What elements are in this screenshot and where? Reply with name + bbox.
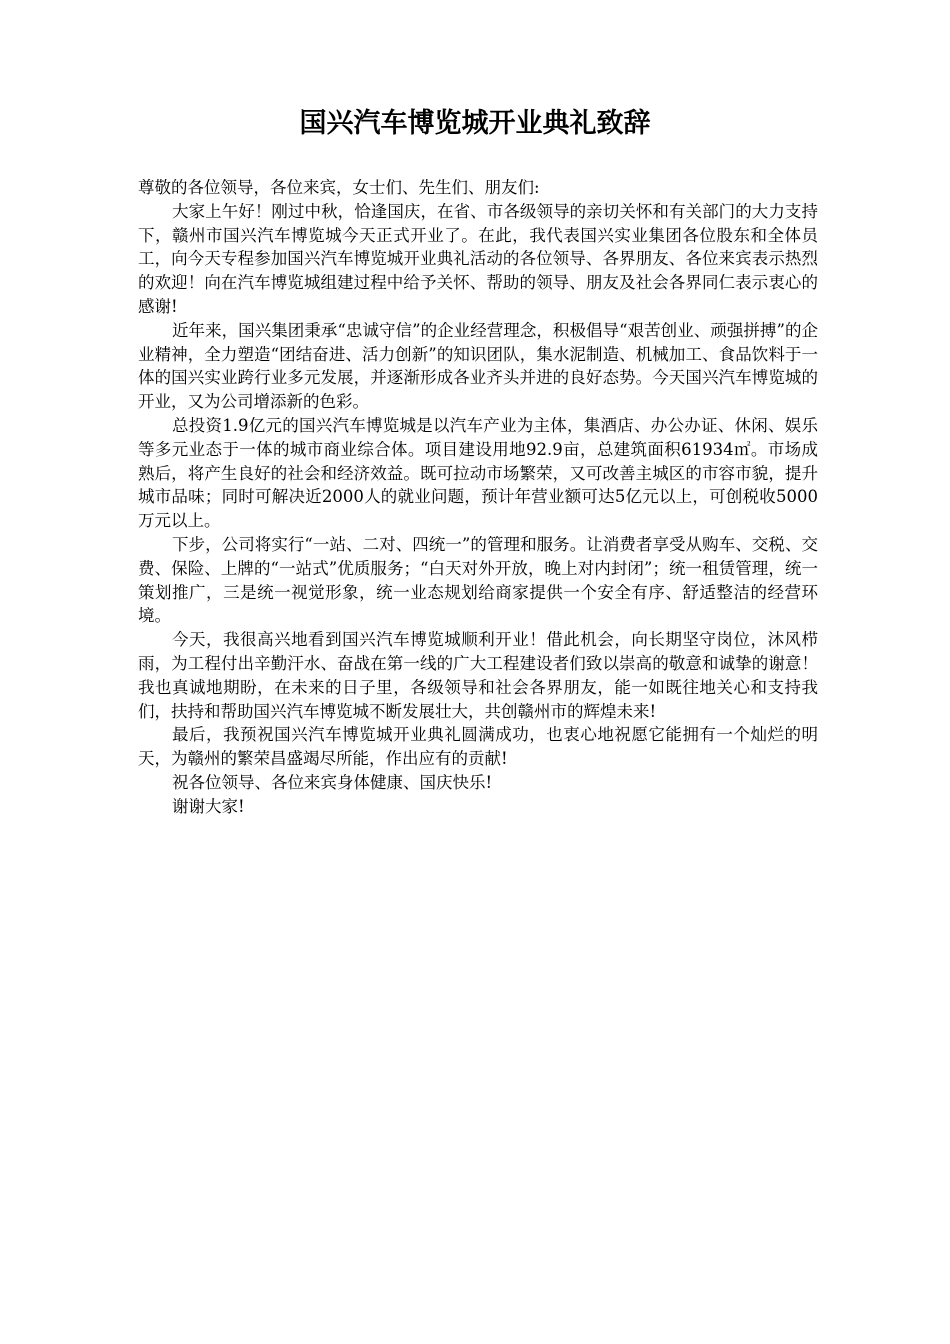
paragraph-blessing: 祝各位领导、各位来宾身体健康、国庆快乐!: [172, 772, 493, 792]
paragraph-company-philosophy: 近年来，国兴集团秉承“忠诚守信”的企业经营理念，积极倡导“艰苦创业、顽强拼搏”的企业精神，全力塑造“团结奋进、活力创新”的知识团队，集水泥制造、机械加工、食品饮料于一体的国兴实业跨行业多元发展，并逐渐形成各业齐头并进的良好态势。今天国兴汽车博览城的开业，又为公司增添新的色彩。: [138, 320, 818, 412]
paragraph-wishes: 最后，我预祝国兴汽车博览城开业典礼圆满成功，也衷心地祝愿它能拥有一个灿烂的明天，为赣州的繁荣昌盛竭尽所能，作出应有的贡献!: [138, 725, 818, 769]
paragraph-management: 下步，公司将实行“一站、二对、四统一”的管理和服务。让消费者享受从购车、交税、交费、保险、上牌的“一站式”优质服务；“白天对外开放，晚上对内封闭”；统一租赁管理，统一策划推广，三是统一视觉形象，统一业态规划给商家提供一个安全有序、舒适整洁的经营环境。: [138, 534, 818, 626]
paragraph-closing: 谢谢大家!: [172, 796, 245, 816]
salutation: 尊敬的各位领导，各位来宾，女士们、先生们、朋友们:: [138, 178, 540, 197]
document-title: 国兴汽车博览城开业典礼致辞: [299, 108, 651, 139]
paragraph-thanks-builders: 今天，我很高兴地看到国兴汽车博览城顺利开业！借此机会，向长期坚守岗位，沐风栉雨，为工程付出辛勤汗水、奋战在第一线的广大工程建设者们致以崇高的敬意和诚挚的谢意！我也真诚地期盼，在未来的日子里，各级领导和社会各界朋友，能一如既往地关心和支持我们，扶持和帮助国兴汽车博览城不断发展壮大，共创赣州市的辉煌未来!: [138, 630, 818, 721]
document-body: [138, 176, 818, 819]
paragraph-greeting: 大家上午好！刚过中秋，恰逢国庆，在省、市各级领导的亲切关怀和有关部门的大力支持下，赣州市国兴汽车博览城今天正式开业了。在此，我代表国兴实业集团各位股东和全体员工，向今天专程参加国兴汽车博览城开业典礼活动的各位领导、各界朋友、各位来宾表示热烈的欢迎！向在汽车博览城组建过程中给予关怀、帮助的领导、朋友及社会各界同仁表示衷心的感谢!: [138, 201, 818, 316]
paragraph-investment: 总投资1.9亿元的国兴汽车博览城是以汽车产业为主体，集酒店、办公办证、休闲、娱乐等多元业态于一体的城市商业综合体。项目建设用地92.9亩，总建筑面积61934㎡。市场成熟后，将产生良好的社会和经济效益。既可拉动市场繁荣，又可改善主城区的市容市貌，提升城市品味；同时可解决近2000人的就业问题，预计年营业额可达5亿元以上，可创税收5000万元以上。: [138, 415, 818, 531]
